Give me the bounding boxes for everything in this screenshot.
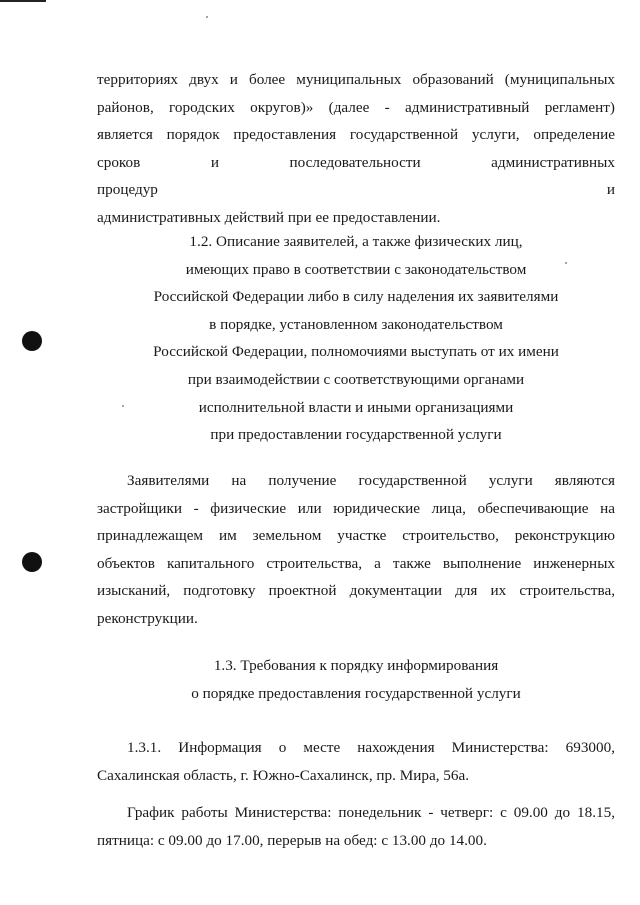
scan-speck [206,16,208,18]
heading-line: Российской Федерации, полномочиями выступать от их имени [153,343,559,361]
text-line: территориях двух и более муниципальных образований (муниципальных [97,71,615,88]
heading-line: исполнительной власти и иными организациями [198,398,514,416]
text-line: изысканий, подготовку проектной документации для их строительства, [97,582,615,600]
section-heading-1-3 [97,652,615,707]
text-line: График работы Министерства: понедельник - четверг: с 09.00 до 18.15, [127,804,615,821]
paragraph-working-hours [97,799,615,854]
punch-hole-mark [22,331,42,351]
section-heading-1-2 [97,228,615,449]
text-line: пятница: с 09.00 до 17.00, перерыв на обед: с 13.00 до 14.00. [97,831,487,849]
text-line: является порядок предоставления государственной услуги, определение [97,126,615,144]
paragraph-ministry-address [97,734,615,789]
scan-edge-mark [0,0,46,2]
heading-line: при взаимодействии с соответствующими органами [187,370,525,388]
text-line: районов, городских округов)» (далее - административный регламент) [97,98,615,116]
text-line: административных действий при ее предоставлении. [97,208,441,226]
text-line: принадлежащем им земельном участке строительство, реконструкцию [97,527,615,545]
paragraph-regulation-scope [97,66,615,232]
heading-line: имеющих право в соответствии с законодательством [185,260,527,278]
heading-line: Российской Федерации либо в силу наделения их заявителями [153,288,559,306]
text-line: объектов капитального строительства, а также выполнение инженерных [97,554,615,572]
text-line: Сахалинская область, г. Южно-Сахалинск, пр. Мира, 56а. [97,766,470,784]
heading-line: 1.2. Описание заявителей, а также физических лиц, [189,233,523,250]
heading-line: 1.3. Требования к порядку информирования [213,657,499,674]
text-line: Заявителями на получение государственной услуги являются [127,472,615,489]
heading-line: при предоставлении государственной услуги [210,426,502,444]
text-line: реконструкции. [97,609,198,627]
heading-line: в порядке, установленном законодательством [209,315,503,333]
text-line: застройщики - физические или юридические лица, обеспечивающие на [97,499,615,517]
heading-line: о порядке предоставления государственной услуги [191,684,521,702]
text-line: сроков и последовательности административных процедур и [97,153,615,199]
paragraph-applicants [97,467,615,633]
punch-hole-mark [22,552,42,572]
text-line: 1.3.1. Информация о месте нахождения Министерства: 693000, [127,739,615,756]
